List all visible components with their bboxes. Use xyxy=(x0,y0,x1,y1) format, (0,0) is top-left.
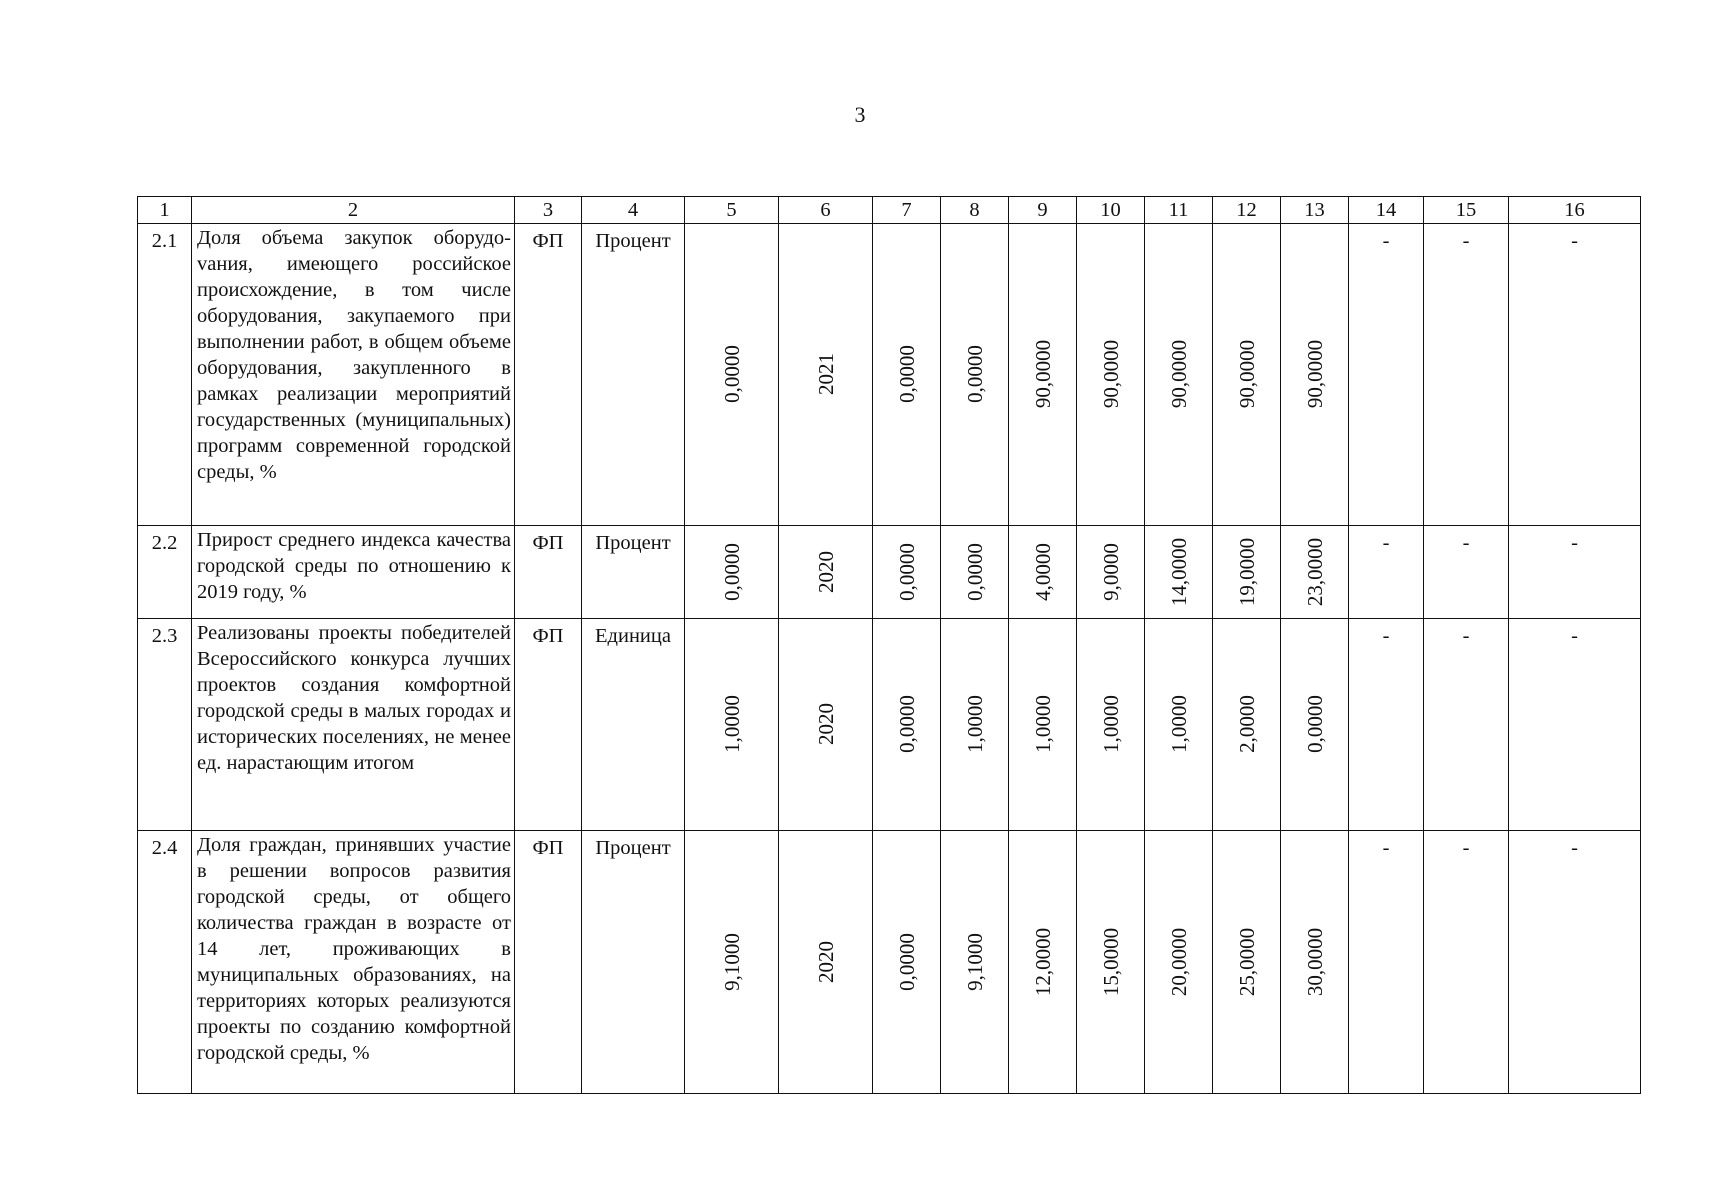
value-cell xyxy=(1009,526,1077,619)
value-cell-text: 1,0000 xyxy=(719,695,744,753)
unit-of-measure: Процент xyxy=(582,831,685,1094)
unit-of-measure: Процент xyxy=(582,526,685,619)
empty-value-cell: - xyxy=(1349,526,1424,619)
value-cell-text: 1,0000 xyxy=(1098,695,1123,753)
value-cell xyxy=(685,619,779,831)
value-cell xyxy=(1009,619,1077,831)
empty-value-cell: - xyxy=(1509,831,1641,1094)
value-cell xyxy=(941,619,1009,831)
value-cell-text: 90,0000 xyxy=(1303,339,1328,409)
indicator-description: Доля объема закупок оборудоvания, имеющего российское происхождение, в том числе оборудования, закупаемого при выполнении работ, в общем объеме оборудования, закупленного в рамках реализации мероприятий государственных (муниципальных) программ современной городской среды, % xyxy=(192,224,515,526)
header-cell: 5 xyxy=(685,197,779,224)
header-cell: 13 xyxy=(1281,197,1349,224)
value-cell-text: 2020 xyxy=(813,550,838,593)
header-cell: 1 xyxy=(138,197,192,224)
empty-value-cell: - xyxy=(1424,831,1509,1094)
value-cell xyxy=(1145,619,1213,831)
value-cell xyxy=(779,619,873,831)
header-cell: 9 xyxy=(1009,197,1077,224)
value-cell xyxy=(1213,619,1281,831)
value-cell xyxy=(1077,619,1145,831)
header-row xyxy=(138,197,1641,224)
empty-value-cell: - xyxy=(1509,526,1641,619)
value-cell-text: 0,0000 xyxy=(719,542,744,601)
value-cell-text: 2020 xyxy=(813,940,838,983)
value-cell xyxy=(941,526,1009,619)
header-cell: 10 xyxy=(1077,197,1145,224)
indicator-code: ФП xyxy=(515,831,582,1094)
indicator-code: ФП xyxy=(515,619,582,831)
value-cell xyxy=(779,224,873,526)
header-cell: 8 xyxy=(941,197,1009,224)
row-number: 2.1 xyxy=(138,224,192,526)
indicator-description: Прирост среднего индекса качества городской среды по отношению к 2019 году, % xyxy=(192,526,515,619)
value-cell xyxy=(1145,526,1213,619)
header-cell: 4 xyxy=(582,197,685,224)
value-cell-text: 14,0000 xyxy=(1167,537,1192,606)
page-number: 3 xyxy=(854,102,866,127)
empty-value-cell: - xyxy=(1509,224,1641,526)
value-cell xyxy=(1213,526,1281,619)
value-cell xyxy=(1281,831,1349,1094)
indicator-code: ФП xyxy=(515,526,582,619)
table-row xyxy=(138,526,1641,619)
indicator-description: Реализованы проекты победителей Всероссийского конкурса лучших проектов создания комфортной городской среды в малых городах и исторических поселениях, не менее ед. нарастающим итогом xyxy=(192,619,515,831)
value-cell-text: 1,0000 xyxy=(1166,695,1191,753)
value-cell xyxy=(685,224,779,526)
empty-value-cell: - xyxy=(1424,619,1509,831)
value-cell-text: 0,0000 xyxy=(894,932,919,991)
value-cell-text: 0,0000 xyxy=(1302,695,1327,753)
value-cell-text: 90,0000 xyxy=(1235,339,1260,409)
empty-value-cell: - xyxy=(1424,526,1509,619)
empty-value-cell: - xyxy=(1349,619,1424,831)
header-cell: 15 xyxy=(1424,197,1509,224)
value-cell-text: 90,0000 xyxy=(1167,339,1192,409)
value-cell-text: 1,0000 xyxy=(962,695,987,753)
indicator-description: Доля граждан, принявших участие в решении вопросов развития городской среды, от общего количества граждан в возрасте от 14 лет, проживающих в муниципальных образованиях, на территориях которых реализуются проекты по созданию комфортной городской среды, % xyxy=(192,831,515,1094)
empty-value-cell: - xyxy=(1349,831,1424,1094)
value-cell-text: 0,0000 xyxy=(894,695,919,753)
value-cell-text: 20,0000 xyxy=(1167,927,1192,996)
value-cell-text: 9,1000 xyxy=(962,932,987,991)
value-cell xyxy=(873,831,941,1094)
value-cell-text: 90,0000 xyxy=(1099,339,1124,409)
value-cell-text: 0,0000 xyxy=(894,345,919,403)
value-cell-text: 9,0000 xyxy=(1098,542,1123,601)
value-cell xyxy=(873,526,941,619)
value-cell xyxy=(1213,831,1281,1094)
value-cell xyxy=(873,224,941,526)
value-cell xyxy=(873,619,941,831)
value-cell xyxy=(1077,831,1145,1094)
value-cell xyxy=(779,831,873,1094)
value-cell-text: 25,0000 xyxy=(1235,927,1260,996)
value-cell xyxy=(685,831,779,1094)
value-cell-text: 9,1000 xyxy=(719,932,744,991)
value-cell xyxy=(1077,224,1145,526)
table-row xyxy=(138,831,1641,1094)
empty-value-cell: - xyxy=(1509,619,1641,831)
value-cell xyxy=(1281,619,1349,831)
value-cell-text: 30,0000 xyxy=(1303,927,1328,996)
empty-value-cell: - xyxy=(1349,224,1424,526)
value-cell xyxy=(1145,224,1213,526)
value-cell-text: 0,0000 xyxy=(962,542,987,601)
table-row xyxy=(138,224,1641,526)
value-cell xyxy=(1009,224,1077,526)
header-cell: 7 xyxy=(873,197,941,224)
row-number: 2.3 xyxy=(138,619,192,831)
value-cell xyxy=(1077,526,1145,619)
header-cell: 6 xyxy=(779,197,873,224)
value-cell-text: 0,0000 xyxy=(719,345,744,403)
value-cell xyxy=(779,526,873,619)
value-cell-text: 15,0000 xyxy=(1099,927,1124,996)
value-cell-text: 2,0000 xyxy=(1234,695,1259,753)
value-cell xyxy=(1009,831,1077,1094)
value-cell-text: 0,0000 xyxy=(894,542,919,601)
value-cell-text: 1,0000 xyxy=(1030,695,1055,753)
value-cell xyxy=(1281,224,1349,526)
value-cell-text: 19,0000 xyxy=(1235,537,1260,606)
indicators-table xyxy=(137,196,1641,1094)
value-cell-text: 90,0000 xyxy=(1031,339,1056,409)
indicator-code: ФП xyxy=(515,224,582,526)
value-cell xyxy=(941,831,1009,1094)
value-cell xyxy=(1213,224,1281,526)
value-cell-text: 23,0000 xyxy=(1303,537,1328,606)
value-cell-text: 0,0000 xyxy=(962,345,987,403)
row-number: 2.2 xyxy=(138,526,192,619)
row-number: 2.4 xyxy=(138,831,192,1094)
value-cell-text: 12,0000 xyxy=(1031,927,1056,996)
value-cell xyxy=(1145,831,1213,1094)
header-cell: 3 xyxy=(515,197,582,224)
unit-of-measure: Процент xyxy=(582,224,685,526)
unit-of-measure: Единица xyxy=(582,619,685,831)
empty-value-cell: - xyxy=(1424,224,1509,526)
header-cell: 16 xyxy=(1509,197,1641,224)
header-cell: 11 xyxy=(1145,197,1213,224)
value-cell xyxy=(941,224,1009,526)
header-cell: 14 xyxy=(1349,197,1424,224)
value-cell-text: 2021 xyxy=(813,353,838,395)
value-cell xyxy=(685,526,779,619)
header-cell: 2 xyxy=(192,197,515,224)
header-cell: 12 xyxy=(1213,197,1281,224)
value-cell-text: 4,0000 xyxy=(1030,542,1055,601)
value-cell-text: 2020 xyxy=(813,703,838,745)
table-row xyxy=(138,619,1641,831)
value-cell xyxy=(1281,526,1349,619)
